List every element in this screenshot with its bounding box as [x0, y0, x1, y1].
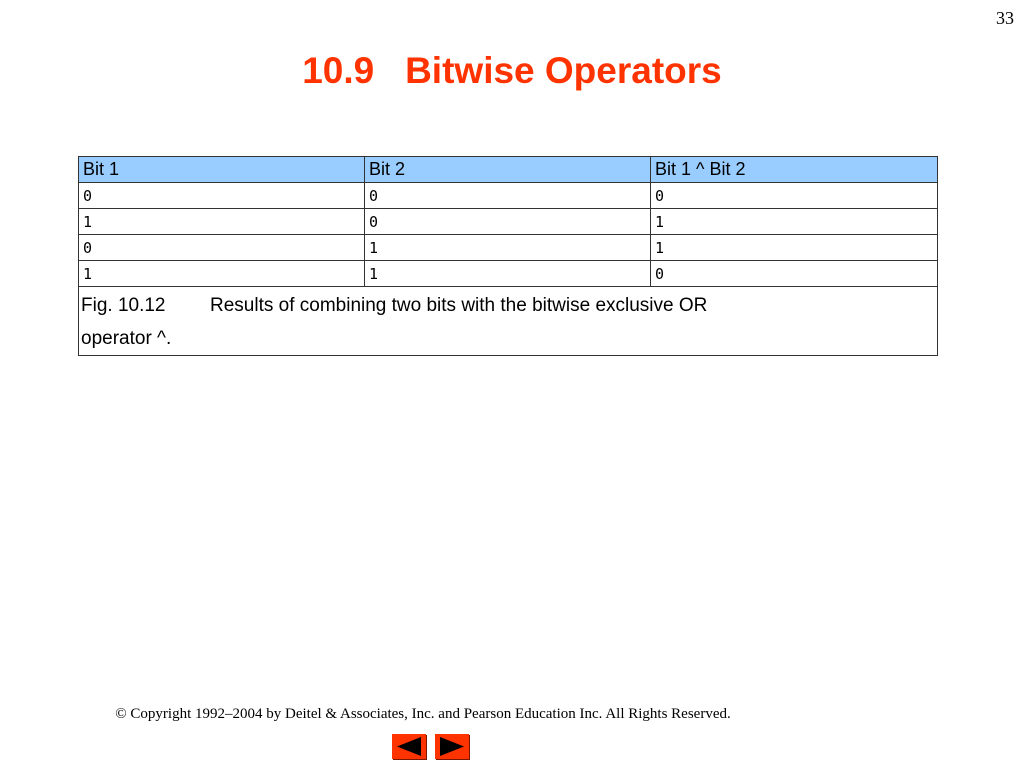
column-header-bit-2: Bit 2	[365, 157, 651, 183]
table-row	[79, 183, 938, 209]
figure-caption	[79, 287, 938, 356]
table-row	[79, 209, 938, 235]
table-cell: 0	[79, 183, 365, 209]
right-triangle-icon	[439, 737, 465, 756]
table-cell: 0	[365, 183, 651, 209]
copyright-notice: © Copyright 1992–2004 by Deitel & Associates, Inc. and Pearson Education Inc. All Rights Reserved.	[115, 706, 731, 722]
column-header-xor-result: Bit 1 ^ Bit 2	[651, 157, 938, 183]
next-slide-button[interactable]	[435, 734, 469, 759]
table-cell: 1	[651, 235, 938, 261]
table-row	[79, 261, 938, 287]
table-cell: 1	[79, 209, 365, 235]
table-cell: 1	[651, 209, 938, 235]
table-cell: 1	[365, 261, 651, 287]
figure-number: Fig. 10.12	[81, 295, 166, 316]
table-cell: 1	[79, 261, 365, 287]
table-cell: 0	[79, 235, 365, 261]
table-row	[79, 235, 938, 261]
table-cell: 0	[365, 209, 651, 235]
table-cell: 0	[651, 183, 938, 209]
xor-truth-table	[78, 156, 938, 356]
slide-title: 10.9 Bitwise Operators	[302, 50, 722, 91]
page-number: 33	[996, 8, 1014, 28]
caption-text-line-2: operator ^.	[81, 328, 172, 349]
table-cell: 1	[365, 235, 651, 261]
column-header-bit-1: Bit 1	[79, 157, 365, 183]
caption-text-line-1: Results of combining two bits with the bitwise exclusive OR	[210, 295, 708, 316]
table-cell: 0	[651, 261, 938, 287]
previous-slide-button[interactable]	[392, 734, 426, 759]
table-header-row	[79, 157, 938, 183]
table-caption-row	[79, 287, 938, 356]
slide-navigation	[392, 734, 469, 759]
left-triangle-icon	[396, 737, 422, 756]
